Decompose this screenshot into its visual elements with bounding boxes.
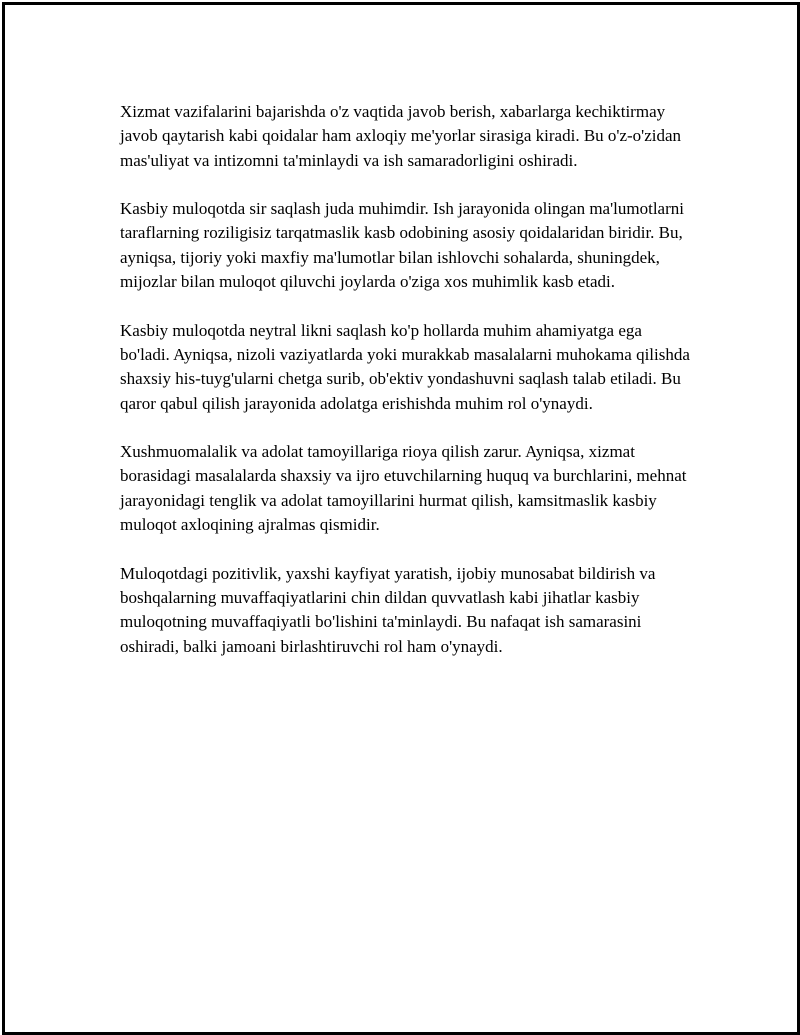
paragraph-2: Kasbiy muloqotda sir saqlash juda muhimdir. Ish jarayonida olingan ma'lumotlarni taraflarning roziligisiz tarqatmaslik kasb odobining asosiy qoidalaridan biridir. Bu, ayniqsa, tijoriy yoki maxfiy ma'lumotlar bilan ishlovchi sohalarda, shuningdek, mijozlar bilan muloqot qiluvchi joylarda o'ziga xos muhimlik kasb etadi. xyxy=(120,199,684,292)
paragraph-4: Xushmuomalalik va adolat tamoyillariga rioya qilish zarur. Ayniqsa, xizmat borasidagi masalalarda shaxsiy va ijro etuvchilarning huquq va burchlarini, mehnat jarayonidagi tenglik va adolat tamoyillarini hurmat qilish, kamsitmaslik kasbiy muloqot axloqining ajralmas qismidir. xyxy=(120,442,687,535)
page-frame xyxy=(2,2,800,1035)
document-body xyxy=(120,100,695,683)
paragraph-5: Muloqotdagi pozitivlik, yaxshi kayfiyat yaratish, ijobiy munosabat bildirish va boshqalarning muvaffaqiyatlarini chin dildan quvvatlash kabi jihatlar kasbiy muloqotning muvaffaqiyatli bo'lishini ta'minlaydi. Bu nafaqat ish samarasini oshiradi, balki jamoani birlashtiruvchi rol ham o'ynaydi. xyxy=(120,563,656,656)
paragraph-1: Xizmat vazifalarini bajarishda o'z vaqtida javob berish, xabarlarga kechiktirmay javob qaytarish kabi qoidalar ham axloqiy me'yorlar sirasiga kiradi. Bu o'z-o'zidan mas'uliyat va intizomni ta'minlaydi va ish samaradorligini oshiradi. xyxy=(120,102,682,170)
paragraph-3: Kasbiy muloqotda neytral likni saqlash ko'p hollarda muhim ahamiyatga ega bo'ladi. Ayniqsa, nizoli vaziyatlarda yoki murakkab masalalarni muhokama qilishda shaxsiy his-tuyg'ularni chetga surib, ob'ektiv yondashuvni saqlash talab etiladi. Bu qaror qabul qilish jarayonida adolatga erishishda muhim rol o'ynaydi. xyxy=(120,320,690,413)
